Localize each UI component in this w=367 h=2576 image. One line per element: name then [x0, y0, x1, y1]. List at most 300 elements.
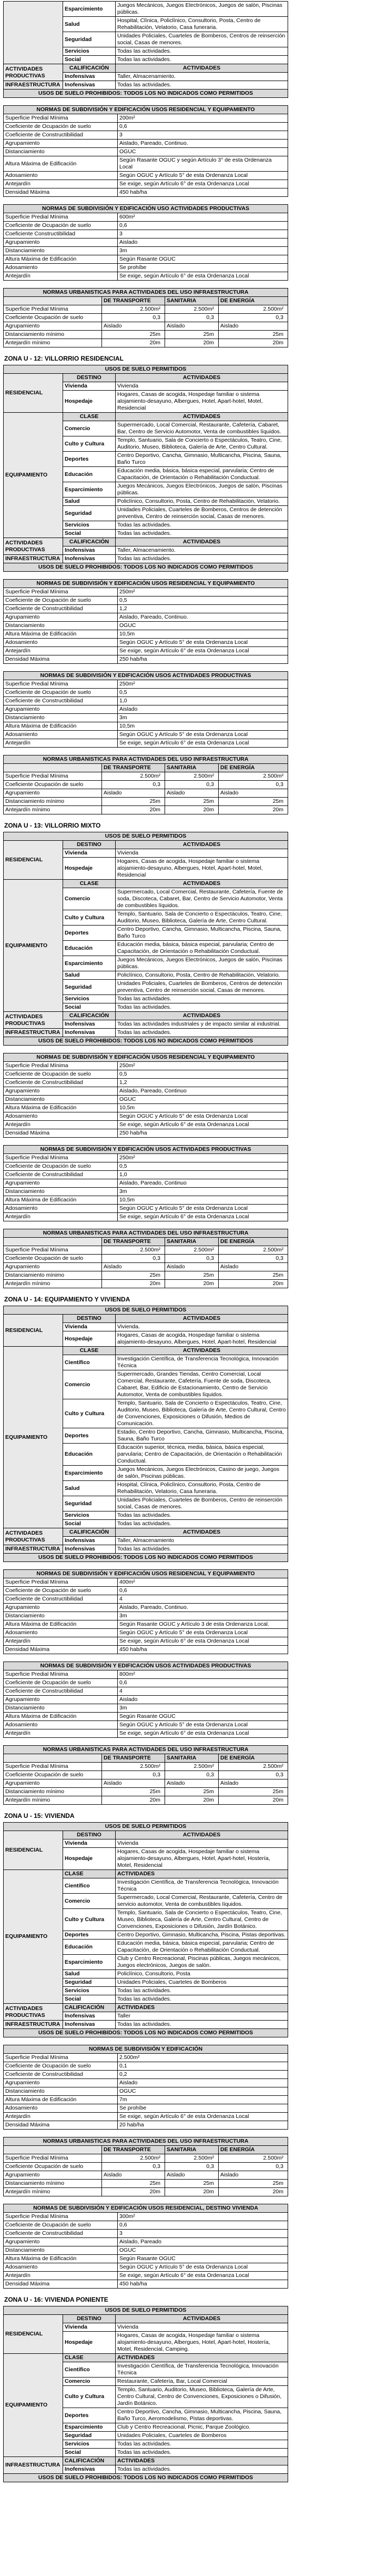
activities-cell: Todas las actividades.	[116, 2440, 288, 2449]
table-title: NORMAS DE SUBDIVISIÓN Y EDIFICACIÓN USOS RESIDENCIAL Y EQUIPAMIENTO	[4, 580, 288, 588]
norm-label-cell: Coeficiente de Ocupación de suelo	[4, 689, 118, 697]
column-header: DE ENERGÍA	[219, 297, 288, 305]
category-cell: INFRAESTRUCTURA	[4, 1545, 63, 1554]
column-header: CALIFICACIÓN	[63, 2457, 116, 2465]
norm-value-cell: 250m²	[118, 1062, 288, 1070]
norm-label-cell: Agrupamiento	[4, 238, 118, 247]
norm-value-cell: Según Rasante OGUC y Artículo 3 de esta Ordenanza Local.	[118, 1620, 288, 1629]
data-row	[4, 588, 288, 596]
norm-label-cell: Agrupamiento	[4, 789, 102, 798]
norm-label-cell: Coeficiente de Constructibilidad	[4, 697, 118, 705]
activities-cell: Templo, Santuario, Sala de Concierto o Espectáculos, Teatro, Cine, Auditorio, Museo, Biblioteca, Galería de Arte, Centro Cultural.	[116, 910, 288, 926]
section-first-row	[4, 81, 288, 89]
norm-label-cell: Distanciamiento	[4, 2087, 118, 2096]
infra-value-cell: 25m	[165, 2180, 219, 2188]
norm-label-cell: Coeficiente de Ocupación de suelo	[4, 1679, 118, 1687]
infra-value-cell: 2.500m²	[219, 1763, 288, 1771]
norm-value-cell: 20 hab/ha	[118, 2121, 288, 2130]
activities-cell: Todas las actividades.	[116, 47, 288, 56]
norm-value-cell: 0,6	[118, 2221, 288, 2230]
section-first-row	[4, 1870, 288, 1878]
norm-value-cell: Aislado, Pareado, Continuo.	[118, 613, 288, 622]
normas-table	[3, 579, 288, 664]
norm-value-cell: 800m²	[118, 1670, 288, 1679]
row-label-cell: Esparcimiento	[63, 482, 116, 498]
data-row	[4, 2280, 288, 2289]
activities-cell: Todas las actividades.	[116, 1995, 288, 2004]
row-label-cell: Social	[63, 1003, 116, 1012]
data-row	[4, 1162, 288, 1171]
row-label-cell: Científico	[63, 1355, 116, 1370]
norm-label-cell: Superficie Predial Mínima	[4, 305, 102, 314]
category-cell: EQUIPAMIENTO	[4, 2354, 63, 2457]
norm-value-cell: 0,6	[118, 1587, 288, 1595]
table-title: USOS DE SUELO PERMITIDOS	[4, 1306, 288, 1315]
row-label-cell: Seguridad	[63, 2432, 116, 2440]
usos-table	[3, 832, 288, 1046]
data-row	[4, 2255, 288, 2263]
norm-value-cell: 4	[118, 1687, 288, 1696]
column-header: CLASE	[63, 1870, 116, 1878]
data-row	[4, 1213, 288, 1221]
infra-value-cell: Aislado	[219, 789, 288, 798]
row-label-cell: Seguridad	[63, 506, 116, 521]
footer-row	[4, 2029, 288, 2037]
activities-cell: Educación superior, técnica, media, básica, básica especial, parvularia; Centro de Capacitación, de Orientación o Rehabilitación Conductual.	[116, 1444, 288, 1466]
row-label-cell: Servicios	[63, 2440, 116, 2449]
row-label-cell: Inofensivas	[63, 555, 116, 563]
prohibited-footer: USOS DE SUELO PROHIBIDOS: TODOS LOS NO INDICADOS COMO PERMITIDOS	[4, 2474, 288, 2482]
row-label-cell: Educación	[63, 467, 116, 482]
row-label-cell: Educación	[63, 1940, 116, 1955]
infra-value-cell: 25m	[219, 798, 288, 806]
activities-cell: Todas las actividades.	[116, 1545, 288, 1554]
data-row	[4, 2246, 288, 2255]
data-row	[4, 1637, 288, 1646]
data-row	[4, 1188, 288, 1196]
data-row	[4, 1263, 288, 1271]
category-cell: ACTIVIDADES PRODUCTIVAS	[4, 1528, 63, 1545]
norm-label-cell: Distanciamiento	[4, 247, 118, 255]
row-label-cell: Seguridad	[63, 1978, 116, 1987]
data-row	[4, 172, 288, 180]
section-first-row	[4, 538, 288, 546]
infra-value-cell: 2.500m²	[102, 1246, 165, 1255]
row-label-cell: Esparcimiento	[63, 2, 116, 17]
data-row	[4, 1679, 288, 1687]
norm-label-cell: Densidad Máxima	[4, 1129, 118, 1138]
zone-heading: ZONA U - 13: VILLORRIO MIXTO	[4, 822, 101, 829]
norm-label-cell: Agrupamiento	[4, 1779, 102, 1788]
infra-value-cell: 25m	[165, 331, 219, 339]
section-first-row	[4, 2354, 288, 2362]
column-header: ACTIVIDADES	[116, 538, 288, 546]
norm-value-cell: 10,5m	[118, 630, 288, 639]
norm-label-cell: Altura Máxima de Edificación	[4, 722, 118, 731]
row-label-cell: Servicios	[63, 1987, 116, 1995]
data-row	[4, 1171, 288, 1179]
activities-cell: Todas las actividades.	[116, 995, 288, 1003]
activities-cell: Supermercado, Grandes Tiendas, Centro Comercial, Local Comercial, Restaurante, Cafetería, Fuente de soda, Discoteca, Cabaret, Bar, Edificio de Estacionamiento, Centro de Servicio Automotor, Venta de combustibles líquidos.	[116, 1370, 288, 1399]
data-row	[4, 806, 288, 814]
row-label-cell: Social	[63, 530, 116, 538]
infra-value-cell: 2.500m²	[219, 772, 288, 781]
activities-cell: Juegos Mecánicos, Juegos Electrónicos, Juegos de salón, Piscinas públicas.	[116, 2, 288, 17]
norm-value-cell: 300m²	[118, 2213, 288, 2221]
column-header: ACTIVIDADES	[116, 1831, 288, 1839]
data-row	[4, 230, 288, 238]
row-label-cell: Inofensivas	[63, 2465, 116, 2474]
norm-label-cell: Coeficiente de Constructibilidad	[4, 1687, 118, 1696]
row-label-cell: Seguridad	[63, 32, 116, 47]
row-label-cell: Hospedaje	[63, 391, 116, 413]
norm-label-cell: Coeficiente de Ocupación de suelo	[4, 123, 118, 131]
infra-value-cell: Aislado	[165, 1263, 219, 1271]
norm-label-cell: Altura Máxima de Edificación	[4, 255, 118, 264]
column-header: CALIFICACIÓN	[63, 2004, 116, 2012]
data-row	[4, 180, 288, 188]
table-title: NORMAS DE SUBDIVISIÓN Y EDIFICACIÓN	[4, 2045, 288, 2054]
data-row	[4, 689, 288, 697]
table-title-row	[4, 2045, 288, 2054]
data-row	[4, 2180, 288, 2188]
data-row	[4, 781, 288, 789]
infra-value-cell: 20m	[102, 339, 165, 347]
infra-value-cell: 0,3	[165, 781, 219, 789]
row-label-cell: Esparcimiento	[63, 2423, 116, 2432]
norm-value-cell: 3m	[118, 1188, 288, 1196]
activities-cell: Hospital, Clínica, Policlínico, Consultorio, Posta, Centro de Rehabilitación, Velatorio, Casa funeraria.	[116, 1481, 288, 1496]
table-title: NORMAS DE SUBDIVISIÓN Y EDIFICACIÓN USOS RESIDENCIAL Y EQUIPAMIENTO	[4, 1570, 288, 1578]
norm-label-cell: Coeficiente Constructibilidad	[4, 230, 118, 238]
norm-value-cell: 10,5m	[118, 1196, 288, 1205]
data-row	[4, 1129, 288, 1138]
normas-table	[3, 105, 288, 197]
column-header: DE TRANSPORTE	[102, 1238, 165, 1246]
infra-table	[3, 1229, 288, 1288]
footer-row	[4, 1037, 288, 1046]
infra-value-cell: Aislado	[165, 789, 219, 798]
category-cell: EQUIPAMIENTO	[4, 1870, 63, 2004]
data-row	[4, 1246, 288, 1255]
infra-value-cell: 2.500m²	[102, 1763, 165, 1771]
norm-label-cell: Coeficiente de Constructibilidad	[4, 131, 118, 140]
infra-value-cell: 2.500m²	[165, 772, 219, 781]
data-row	[4, 2121, 288, 2130]
infra-value-cell: Aislado	[165, 2171, 219, 2180]
normas-table	[3, 1053, 288, 1138]
data-row	[4, 722, 288, 731]
empty-corner-cell	[4, 297, 102, 305]
norm-value-cell: 1,2	[118, 605, 288, 613]
infra-table	[3, 1745, 288, 1805]
data-row	[4, 2188, 288, 2196]
norm-value-cell: 0,2	[118, 2071, 288, 2079]
norm-value-cell: 0,5	[118, 596, 288, 605]
activities-cell: Juegos Mecánicos, Juegos Electrónicos, Casino de juego, Juegos de salón, Piscinas públicas.	[116, 1466, 288, 1481]
zone-heading: ZONA U - 15: VIVIENDA	[4, 1812, 75, 1819]
infra-value-cell: 0,3	[219, 781, 288, 789]
data-row	[4, 1779, 288, 1788]
activities-cell: Todas las actividades.	[116, 1003, 288, 1012]
column-header: DESTINO	[63, 1831, 116, 1839]
infra-value-cell: 0,3	[102, 314, 165, 322]
zone-heading: ZONA U - 14: EQUIPAMIENTO Y VIVIENDA	[4, 1296, 130, 1303]
norm-value-cell: 3	[118, 2230, 288, 2238]
norm-label-cell: Antejardín	[4, 739, 118, 748]
data-row	[4, 1788, 288, 1796]
activities-cell: Unidades Policiales, Cuarteles de Bomberos, Centros de detención preventiva, Centro de reinserción social, Casas de menores.	[116, 980, 288, 995]
data-row	[4, 1713, 288, 1721]
column-header: DE TRANSPORTE	[102, 1754, 165, 1763]
norm-label-cell: Coeficiente de Constructibilidad	[4, 1079, 118, 1087]
norm-label-cell: Superficie Predial Mínima	[4, 213, 118, 222]
norm-label-cell: Antejardín	[4, 1637, 118, 1646]
activities-cell: Hogares, Casas de acogida, Hospedaje familiar o sistema alojamiento-desayuno, Albergues, Hotel, Apart-hotel, Hostería, Motel, Residencial	[116, 1848, 288, 1870]
norm-value-cell: 0,1	[118, 2062, 288, 2071]
data-row	[4, 1062, 288, 1070]
norm-label-cell: Distanciamiento mínimo	[4, 798, 102, 806]
norm-value-cell: Se prohíbe	[118, 2104, 288, 2113]
table-title: USOS DE SUELO PERMITIDOS	[4, 1823, 288, 1831]
category-cell: EQUIPAMIENTO	[4, 880, 63, 1012]
norm-value-cell: Aislado, Pareado	[118, 2238, 288, 2246]
activities-cell: Todas las actividades.	[116, 1511, 288, 1520]
row-label-cell: Salud	[63, 17, 116, 32]
norm-value-cell: 3m	[118, 247, 288, 255]
row-label-cell: Culto y Cultura	[63, 1909, 116, 1931]
activities-cell: Unidades Policiales, Cuarteles de Bomberos	[116, 1978, 288, 1987]
activities-cell: Restaurante, Cafetería, Bar, Local Comercial	[116, 2378, 288, 2386]
norm-label-cell: Antejardín mínimo	[4, 1796, 102, 1805]
data-row	[4, 1612, 288, 1620]
infra-value-cell: 20m	[165, 1280, 219, 1288]
norm-label-cell: Distanciamiento	[4, 622, 118, 630]
activities-cell: Policlínico, Consultorio, Posta, Centro de Rehabilitación, Velatorio.	[116, 971, 288, 980]
infra-value-cell: 2.500m²	[219, 1246, 288, 1255]
data-row	[4, 2272, 288, 2280]
activities-cell: Todas las actividades.	[116, 81, 288, 89]
activities-cell: Supermercado, Local Comercial, Restaurante, Cafetería, Fuente de soda, Discoteca, Cabaret, Bar, Centro de Servicio Automotor, Venta de combustibles líquidos.	[116, 888, 288, 910]
column-header: ACTIVIDADES	[116, 841, 288, 849]
norm-value-cell: Según OGUC y Artículo 5° de esta Ordenanza Local	[118, 1721, 288, 1729]
column-header: ACTIVIDADES	[116, 1012, 288, 1020]
norm-label-cell: Altura Máxima de Edificación	[4, 156, 118, 172]
row-label-cell: Vivienda	[63, 1323, 116, 1331]
activities-cell: Taller	[116, 2012, 288, 2021]
norm-label-cell: Antejardín mínimo	[4, 2188, 102, 2196]
norm-label-cell: Coeficiente de Ocupación de suelo	[4, 596, 118, 605]
norm-value-cell: 0,6	[118, 222, 288, 230]
norm-value-cell: Se exige, según Artículo 6° de esta Ordenanza Local	[118, 647, 288, 655]
column-header: CLASE	[63, 880, 116, 888]
data-row	[4, 213, 288, 222]
table-title: NORMAS URBANISTICAS PARA ACTIVIDADES DEL USO INFRAESTRUCTURA	[4, 1746, 288, 1754]
norm-label-cell: Adosamiento	[4, 639, 118, 647]
activities-cell: Templo, Santuario, Sala de Concierto o Espectáculos, Teatro, Cine, Museo, Biblioteca, Galería de Arte, Centro Cultural, Centro de Convenciones, Exposiciones o Difusión, Jardín Botánico.	[116, 1909, 288, 1931]
norm-label-cell: Coeficiente de Ocupación de suelo	[4, 2221, 118, 2230]
section-first-row	[4, 841, 288, 849]
data-row	[4, 1096, 288, 1104]
column-header: ACTIVIDADES	[116, 2354, 288, 2362]
norm-label-cell: Coeficiente Ocupación de suelo	[4, 314, 102, 322]
norm-label-cell: Adosamiento	[4, 1721, 118, 1729]
activities-cell: Vivienda.	[116, 1323, 288, 1331]
norm-label-cell: Agrupamiento	[4, 322, 102, 331]
section-first-row	[4, 2, 288, 17]
column-header: CLASE	[63, 1347, 116, 1355]
table-title-row	[4, 205, 288, 213]
norm-value-cell: 1,2	[118, 1079, 288, 1087]
norm-label-cell: Antejardín	[4, 1213, 118, 1221]
norm-label-cell: Agrupamiento	[4, 705, 118, 714]
infra-value-cell: 2.500m²	[219, 305, 288, 314]
data-row	[4, 2213, 288, 2221]
row-label-cell: Culto y Cultura	[63, 910, 116, 926]
table-title: NORMAS URBANISTICAS PARA ACTIVIDADES DEL USO INFRAESTRUCTURA	[4, 755, 288, 764]
section-first-row	[4, 1528, 288, 1537]
table-title-row	[4, 2137, 288, 2146]
prohibited-footer: USOS DE SUELO PROHIBIDOS: TODOS LOS NO INDICADOS COMO PERMITIDOS	[4, 1554, 288, 1562]
norm-label-cell: Distanciamiento	[4, 1188, 118, 1196]
data-row	[4, 1696, 288, 1704]
norm-label-cell: Altura Máxima de Edificación	[4, 630, 118, 639]
table-title-row	[4, 580, 288, 588]
norm-label-cell: Agrupamiento	[4, 613, 118, 622]
data-row	[4, 264, 288, 272]
data-row	[4, 605, 288, 613]
column-header: ACTIVIDADES	[116, 1347, 288, 1355]
norm-label-cell: Distanciamiento	[4, 714, 118, 722]
row-label-cell: Social	[63, 2449, 116, 2457]
norm-label-cell: Adosamiento	[4, 2263, 118, 2272]
activities-cell: Todas las actividades industriales y de impacto similar al industrial.	[116, 1020, 288, 1029]
data-row	[4, 1271, 288, 1280]
table-title-row	[4, 2204, 288, 2213]
norm-value-cell: Aislado, Pareado, Continuo.	[118, 1604, 288, 1612]
footer-row	[4, 2474, 288, 2482]
table-title-row	[4, 1053, 288, 1062]
norm-label-cell: Densidad Máxima	[4, 2121, 118, 2130]
row-label-cell: Social	[63, 1520, 116, 1528]
section-first-row	[4, 2457, 288, 2465]
prohibited-footer: USOS DE SUELO PROHIBIDOS: TODOS LOS NO INDICADOS COMO PERMITIDOS	[4, 1037, 288, 1046]
infra-value-cell: 0,3	[165, 1771, 219, 1779]
norm-label-cell: Agrupamiento	[4, 2171, 102, 2180]
data-row	[4, 596, 288, 605]
activities-cell: Unidades Policiales, Cuarteles de Bomberos, Centro de reinserción social, Casas de menores.	[116, 1496, 288, 1511]
infra-value-cell: 0,3	[219, 1771, 288, 1779]
row-label-cell: Vivienda	[63, 849, 116, 858]
data-row	[4, 655, 288, 664]
data-row	[4, 2071, 288, 2079]
activities-cell: Club y Centro Recreacional, Piscinas públicas, Juegos mecánicos, Juegos electrónicos, Juegos de salón.	[116, 1955, 288, 1970]
norm-value-cell: 3	[118, 131, 288, 140]
section-first-row	[4, 1831, 288, 1839]
data-row	[4, 2062, 288, 2071]
column-header: ACTIVIDADES	[116, 2315, 288, 2323]
norm-label-cell: Antejardín	[4, 2113, 118, 2121]
norm-label-cell: Altura Máxima de Edificación	[4, 2255, 118, 2263]
zone-heading: ZONA U - 12: VILLORRIO RESIDENCIAL	[4, 355, 124, 362]
column-header: ACTIVIDADES	[116, 413, 288, 421]
row-label-cell: Educación	[63, 1444, 116, 1466]
activities-cell: Supermercado, Local Comercial, Restaurante, Cafetería, Centro de servicio automotor, Venta de combustibles líquidos.	[116, 1894, 288, 1909]
table-title-row	[4, 1570, 288, 1578]
norm-label-cell: Antejardín	[4, 180, 118, 188]
norm-label-cell: Superficie Predial Mínima	[4, 1670, 118, 1679]
norm-label-cell: Superficie Predial Mínima	[4, 1154, 118, 1162]
row-label-cell: Científico	[63, 2362, 116, 2378]
norm-label-cell: Antejardín	[4, 1121, 118, 1129]
data-row	[4, 1729, 288, 1738]
data-row	[4, 222, 288, 230]
row-label-cell: Culto y Cultura	[63, 436, 116, 452]
activities-cell: Todas las actividades.	[116, 2021, 288, 2029]
data-row	[4, 1578, 288, 1587]
norm-label-cell: Distanciamiento	[4, 1704, 118, 1713]
infra-value-cell: 2.500m²	[165, 1763, 219, 1771]
activities-cell: Todas las actividades.	[116, 1520, 288, 1528]
infra-value-cell: 20m	[165, 2188, 219, 2196]
data-row	[4, 156, 288, 172]
table-title: NORMAS URBANISTICAS PARA ACTIVIDADES DEL USO INFRAESTRUCTURA	[4, 289, 288, 297]
activities-cell: Investigación Científica, de Transferencia Tecnológica, Innovación Técnica	[116, 1355, 288, 1370]
norm-label-cell: Adosamiento	[4, 1205, 118, 1213]
norm-value-cell: 3m	[118, 714, 288, 722]
column-header: CALIFICACIÓN	[63, 1012, 116, 1020]
section-first-row	[4, 64, 288, 73]
activities-cell: Educación media, básica, básica especial, parvularia; Centro de Capacitación, de Orientación o Rehabilitación Conductual.	[116, 941, 288, 956]
footer-row	[4, 1554, 288, 1562]
norm-value-cell: Aislado	[118, 238, 288, 247]
norm-value-cell: Aislado	[118, 1696, 288, 1704]
norm-value-cell: Según Rasante OGUC y según Artículo 3° de esta Ordenanza Local	[118, 156, 288, 172]
table-title-row	[4, 672, 288, 680]
row-label-cell: Hospedaje	[63, 2332, 116, 2354]
norm-value-cell: Aislado, Pareado, Continuo.	[118, 140, 288, 148]
row-label-cell: Inofensivas	[63, 1545, 116, 1554]
data-row	[4, 1771, 288, 1779]
prohibited-footer: USOS DE SUELO PROHIBIDOS: TODOS LOS NO INDICADOS COMO PERMITIDOS	[4, 2029, 288, 2037]
row-label-cell: Esparcimiento	[63, 1466, 116, 1481]
norm-value-cell: Según OGUC y Artículo 5° de esta Ordenanza Local	[118, 2263, 288, 2272]
norm-value-cell: 2.500m²	[118, 2054, 288, 2062]
norm-value-cell: Se exige, según Artículo 6° de esta Ordenanza Local	[118, 1121, 288, 1129]
column-header: DE ENERGÍA	[219, 1238, 288, 1246]
norm-label-cell: Distanciamiento mínimo	[4, 1271, 102, 1280]
column-header: DESTINO	[63, 1315, 116, 1323]
norm-value-cell: Aislado	[118, 2079, 288, 2087]
row-label-cell: Comercio	[63, 1894, 116, 1909]
norm-label-cell: Altura Máxima de Edificación	[4, 1620, 118, 1629]
category-cell: RESIDENCIAL	[4, 1315, 63, 1347]
table-title-row	[4, 365, 288, 374]
row-label-cell: Esparcimiento	[63, 956, 116, 971]
column-header: CLASE	[63, 2354, 116, 2362]
data-row	[4, 1196, 288, 1205]
table-title: NORMAS DE SUBDIVISIÓN Y EDIFICACIÓN USOS RESIDENCIAL Y EQUIPAMIENTO	[4, 1053, 288, 1062]
column-header: DESTINO	[63, 374, 116, 382]
data-row	[4, 2221, 288, 2230]
activities-cell: Unidades Policiales, Cuarteles de Bomberos	[116, 2432, 288, 2440]
infra-value-cell: 20m	[165, 339, 219, 347]
infra-value-cell: Aislado	[219, 1263, 288, 1271]
norm-value-cell: 10,5m	[118, 1104, 288, 1112]
normas-table	[3, 1662, 288, 1738]
row-label-cell: Seguridad	[63, 980, 116, 995]
data-row	[4, 123, 288, 131]
